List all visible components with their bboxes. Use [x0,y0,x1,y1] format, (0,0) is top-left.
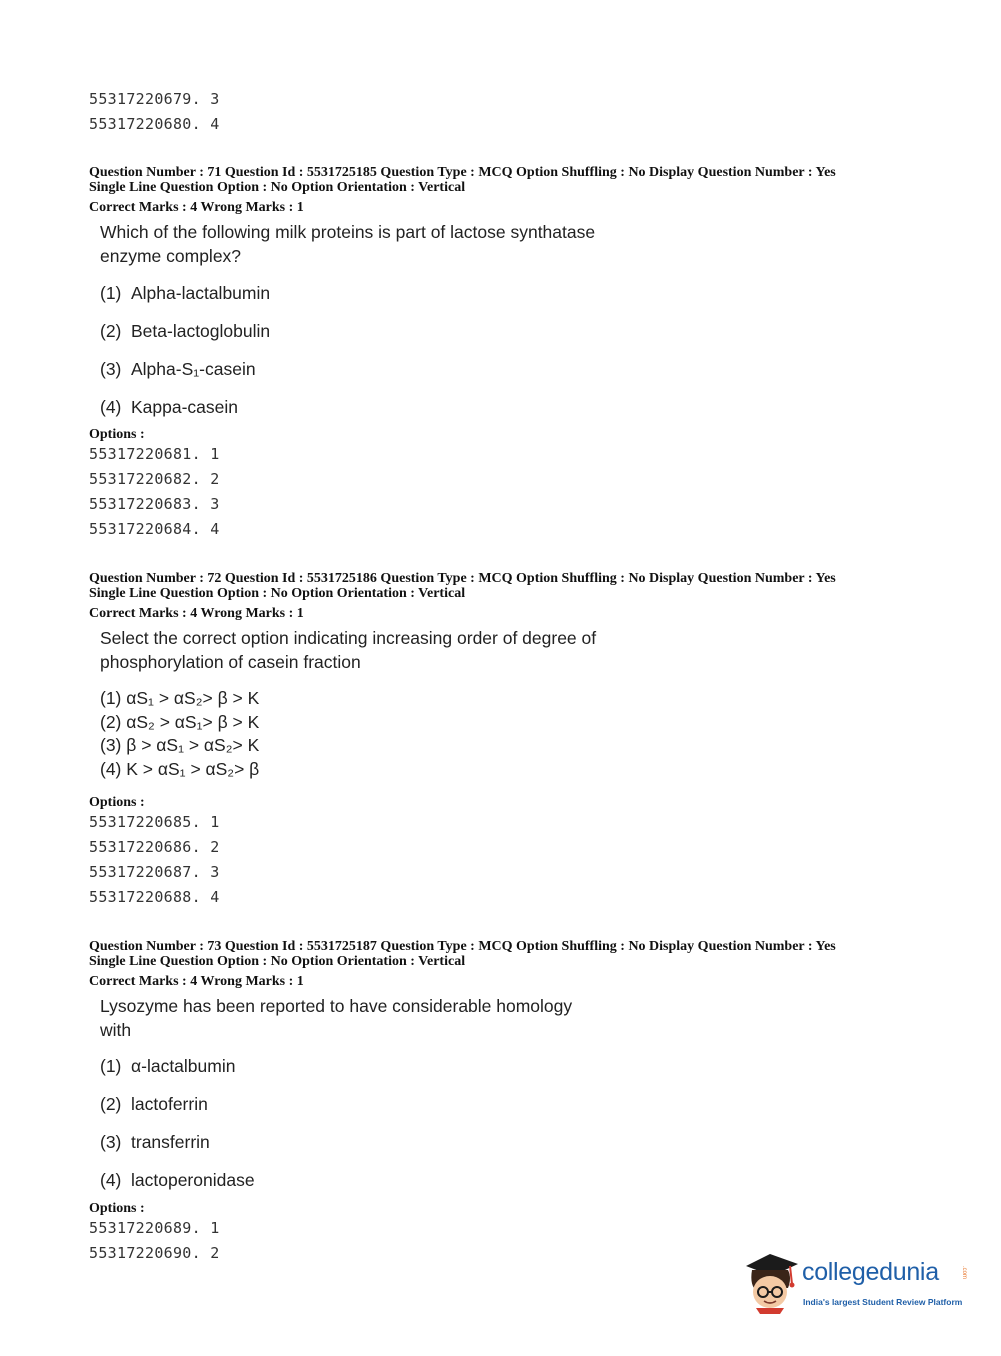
option-id: 55317220684. 4 [89,520,220,538]
question-meta-line2: Single Line Question Option : No Option Orientation : Vertical [89,180,466,195]
question-meta: Question Number : 71 Question Id : 5531725185 Question Type : MCQ Option Shuffling : No Display Question Number : Yes [89,165,836,180]
option-id: 55317220680. 4 [89,115,220,133]
collegedunia-logo [740,1248,970,1318]
option-id: 55317220683. 3 [89,495,220,513]
option-id: 55317220679. 3 [89,90,220,108]
brand-name: collegedunia [802,1258,939,1286]
option-id: 55317220682. 2 [89,470,220,488]
choice: (3) Alpha-S₁-casein [100,359,256,379]
question-meta: Question Number : 72 Question Id : 5531725186 Question Type : MCQ Option Shuffling : No Display Question Number : Yes [89,571,836,586]
option-id: 55317220686. 2 [89,838,220,856]
choice: (4) lactoperonidase [100,1170,255,1190]
question-marks: Correct Marks : 4 Wrong Marks : 1 [89,974,304,989]
option-id: 55317220690. 2 [89,1244,220,1262]
option-id: 55317220685. 1 [89,813,220,831]
choice: (1) α-lactalbumin [100,1056,236,1076]
choice: (2) Beta-lactoglobulin [100,321,271,341]
choice: (3) transferrin [100,1132,210,1152]
mascot-logo-icon [740,1248,802,1314]
option-id: 55317220687. 3 [89,863,220,881]
options-label: Options : [89,795,145,810]
option-id: 55317220681. 1 [89,445,220,463]
brand-tagline: India's largest Student Review Platform [803,1297,963,1307]
option-id: 55317220689. 1 [89,1219,220,1237]
question-text: Which of the following milk proteins is part of lactose synthatase enzyme complex? [100,222,596,266]
question-text: Select the correct option indicating increasing order of degree of phosphorylation of casein fraction [100,628,597,672]
choice: (1) Alpha-lactalbumin [100,283,271,303]
question-marks: Correct Marks : 4 Wrong Marks : 1 [89,606,304,621]
choice: (4) Kappa-casein [100,397,239,417]
question-meta-line2: Single Line Question Option : No Option Orientation : Vertical [89,954,466,969]
options-label: Options : [89,427,145,442]
option-id: 55317220688. 4 [89,888,220,906]
choice: (4) K > αS₁ > αS₂> β [100,759,260,779]
choice: (1) αS₁ > αS₂> β > K [100,688,260,708]
question-meta-line2: Single Line Question Option : No Option Orientation : Vertical [89,586,466,601]
choice: (3) β > αS₁ > αS₂> K [100,735,260,755]
question-meta: Question Number : 73 Question Id : 5531725187 Question Type : MCQ Option Shuffling : No Display Question Number : Yes [89,939,836,954]
options-label: Options : [89,1201,145,1216]
brand-suffix: .com [961,1266,967,1280]
question-text: Lysozyme has been reported to have considerable homology with [100,996,573,1040]
choice: (2) lactoferrin [100,1094,208,1114]
choice: (2) αS₂ > αS₁> β > K [100,712,260,732]
question-marks: Correct Marks : 4 Wrong Marks : 1 [89,200,304,215]
